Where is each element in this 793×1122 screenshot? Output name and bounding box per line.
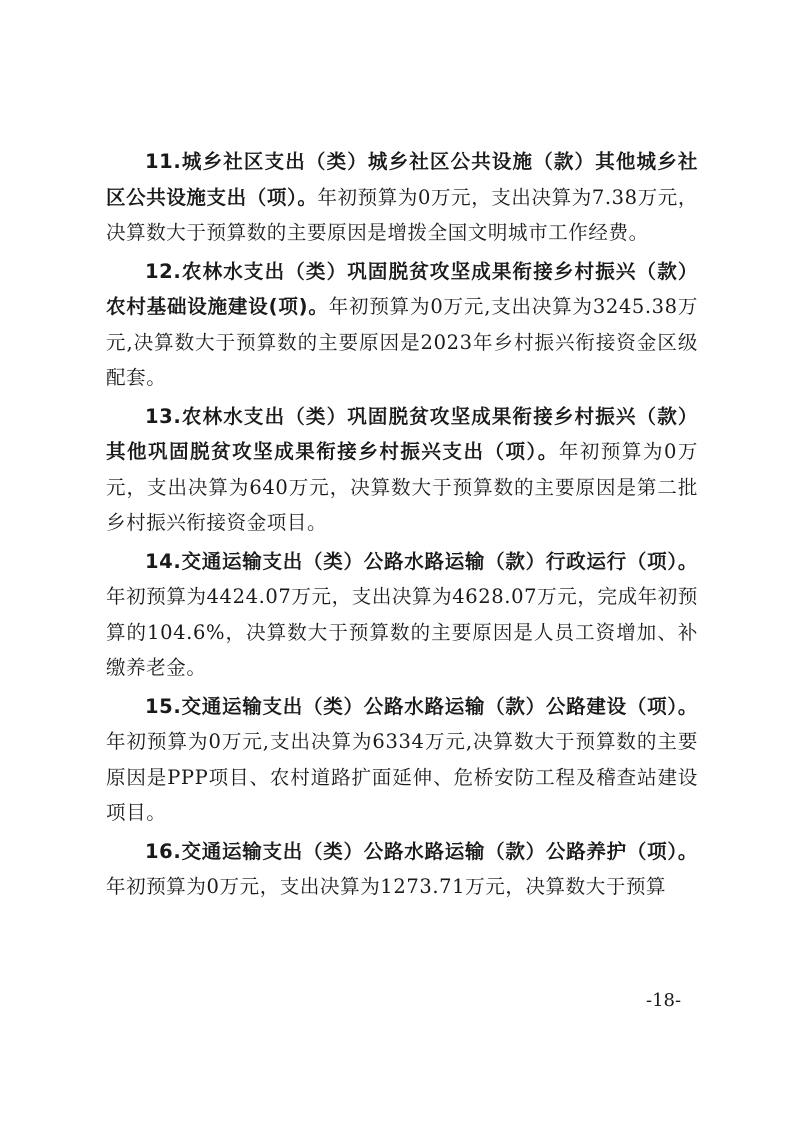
paragraph-heading: 13.农林水支出（类）巩固脱贫攻坚成果衔接乡村振兴（款）其他巩固脱贫攻坚成果衔接乡村振兴支出（项）。 bbox=[106, 404, 698, 463]
paragraph-15 bbox=[106, 689, 698, 831]
paragraph-body: 年初预算为0万元，支出决算为7.38万元，决算数大于预算数的主要原因是增拨全国文明城市工作经费。 bbox=[106, 185, 698, 244]
paragraph-14 bbox=[106, 544, 698, 686]
paragraph-heading: 16.交通运输支出（类）公路水路运输（款）公路养护（项）。 bbox=[145, 839, 698, 863]
paragraph-12 bbox=[106, 254, 698, 396]
page-number: -18- bbox=[646, 990, 682, 1011]
paragraph-body: 年初预算为0万元,支出决算为6334万元,决算数大于预算数的主要原因是PPP项目、农村道路扩面延伸、危桥安防工程及稽查站建设项目。 bbox=[106, 730, 698, 824]
paragraph-body: 年初预算为0万元，支出决算为640万元，决算数大于预算数的主要原因是第二批乡村振兴衔接资金项目。 bbox=[106, 440, 699, 534]
paragraph-body: 年初预算为4424.07万元，支出决算为4628.07万元，完成年初预算的104.6%，决算数大于预算数的主要原因是人员工资增加、补缴养老金。 bbox=[106, 585, 698, 679]
paragraph-heading: 11.城乡社区支出（类）城乡社区公共设施（款）其他城乡社区公共设施支出（项）。 bbox=[106, 150, 698, 209]
paragraph-heading: 15.交通运输支出（类）公路水路运输（款）公路建设（项）。 bbox=[145, 694, 698, 718]
paragraph-13 bbox=[106, 399, 698, 541]
paragraph-11 bbox=[106, 144, 698, 251]
paragraph-body: 年初预算为0万元,支出决算为3245.38万元,决算数大于预算数的主要原因是2023年乡村振兴衔接资金区级配套。 bbox=[106, 295, 698, 389]
paragraph-heading: 12.农林水支出（类）巩固脱贫攻坚成果衔接乡村振兴（款）农村基础设施建设(项)。 bbox=[106, 259, 698, 318]
document-page bbox=[106, 144, 698, 908]
paragraph-heading: 14.交通运输支出（类）公路水路运输（款）行政运行（项）。 bbox=[145, 549, 698, 573]
paragraph-16 bbox=[106, 834, 698, 905]
paragraph-body: 年初预算为0万元，支出决算为1273.71万元，决算数大于预算 bbox=[106, 875, 667, 898]
